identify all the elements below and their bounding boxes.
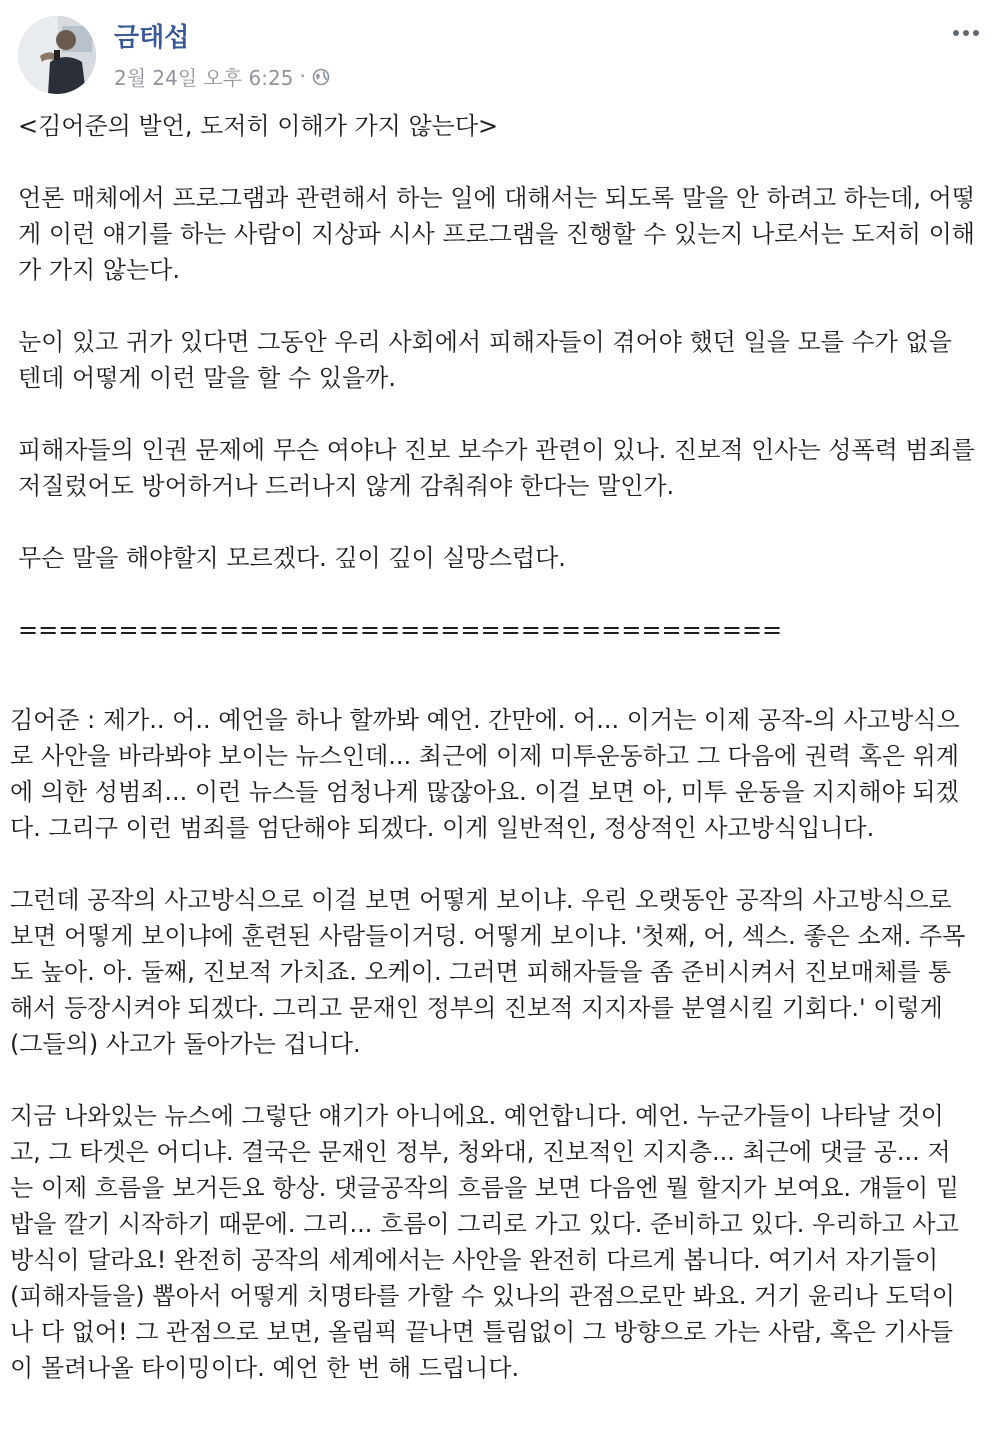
post-header (14, 14, 986, 94)
author-name[interactable]: 금태섭 (114, 23, 190, 53)
post-meta (114, 62, 330, 90)
avatar-photo (18, 16, 96, 94)
post-paragraph: 피해자들의 인권 문제에 무슨 여야나 진보 보수가 관련이 있나. 진보적 인사는 성폭력 범죄를 저질렀어도 방어하거나 드러나지 않게 감춰줘야 한다는 말인가. (18, 436, 975, 500)
divider-line: ====================================== (18, 616, 783, 644)
meta-separator: · (299, 64, 306, 88)
post-paragraph: 무슨 말을 해야할지 모르겠다. 깊이 깊이 실망스럽다. (18, 544, 566, 572)
post-paragraph: 언론 매체에서 프로그램과 관련해서 하는 일에 대해서는 되도록 말을 안 하려고 하는데, 어떻 게 이런 얘기를 하는 사람이 지상파 시사 프로그램을 진행할 수 있는지 나로서는 도저히 이해 가 가지 않는다. (18, 184, 975, 284)
avatar[interactable] (18, 16, 96, 94)
ellipsis-icon (951, 29, 981, 37)
quote-paragraph: 그런데 공작의 사고방식으로 이걸 보면 어떻게 보이냐. 우린 오랫동안 공작의 사고방식으로 보면 어떻게 보이냐에 훈련된 사람들이거덩. 어떻게 보이냐. '첫째, 어, 섹스. 좋은 소재. 주목 도 높아. 아. 둘째, 진보적 가치죠. 오케이. 그러면 피해자들을 좀 준비시켜서 진보매체를 통 해서 등장시켜야 되겠다. 그리고 문재인 정부의 진보적 지지자를 분열시킬 기회다.' 이렇게 (그들의) 사고가 돌아가는 겁니다. (10, 886, 966, 1058)
more-options-button[interactable] (946, 18, 986, 48)
post-body (0, 108, 1000, 1386)
post-title-line: <김어준의 발언, 도저히 이해가 가지 않는다> (18, 112, 499, 140)
quote-paragraph: 김어준 : 제가.. 어.. 예언을 하나 할까봐 예언. 간만에. 어... 이거는 이제 공작-의 사고방식으 로 사안을 바라봐야 보이는 뉴스인데... 최근에 이제 미투운동하고 그 다음에 권력 혹은 위계 에 의한 성범죄... 이런 뉴스들 엄청나게 많잖아요. 이걸 보면 아, 미투 운동을 지지해야 되겠 다. 그리구 이런 범죄를 엄단해야 되겠다. 이게 일반적인, 정상적인 사고방식입니다. (10, 706, 960, 842)
quote-paragraph: 지금 나와있는 뉴스에 그렇단 얘기가 아니에요. 예언합니다. 예언. 누군가들이 나타날 것이 고, 그 타겟은 어디냐. 결국은 문재인 정부, 청와대, 진보적인 지지층... 최근에 댓글 공... 저 는 이제 흐름을 보거든요 항상. 댓글공작의 흐름을 보면 다음엔 뭘 할지가 보여요. 걔들이 밑 밥을 깔기 시작하기 때문에. 그리... 흐름이 그리로 가고 있다. 준비하고 있다. 우리하고 사고 방식이 달라요! 완전히 공작의 세계에서는 사안을 완전히 다르게 봅니다. 여기서 자기들이 (피해자들을) 뽑아서 어떻게 치명타를 가할 수 있나의 관점으로만 봐요. 거기 윤리나 도덕이 나 다 없어! 그 관점으로 보면, 올림픽 끝나면 틀림없이 그 방향으로 가는 사람, 혹은 기사들 이 몰려나올 타이밍이다. 예언 한 번 해 드립니다. (10, 1102, 960, 1382)
post-timestamp[interactable]: 2월 24일 오후 6:25 (114, 65, 294, 90)
post-paragraph: 눈이 있고 귀가 있다면 그동안 우리 사회에서 피해자들이 겪어야 했던 일을 모를 수가 없을 텐데 어떻게 이런 말을 할 수 있을까. (18, 328, 952, 392)
globe-icon[interactable] (312, 67, 330, 85)
